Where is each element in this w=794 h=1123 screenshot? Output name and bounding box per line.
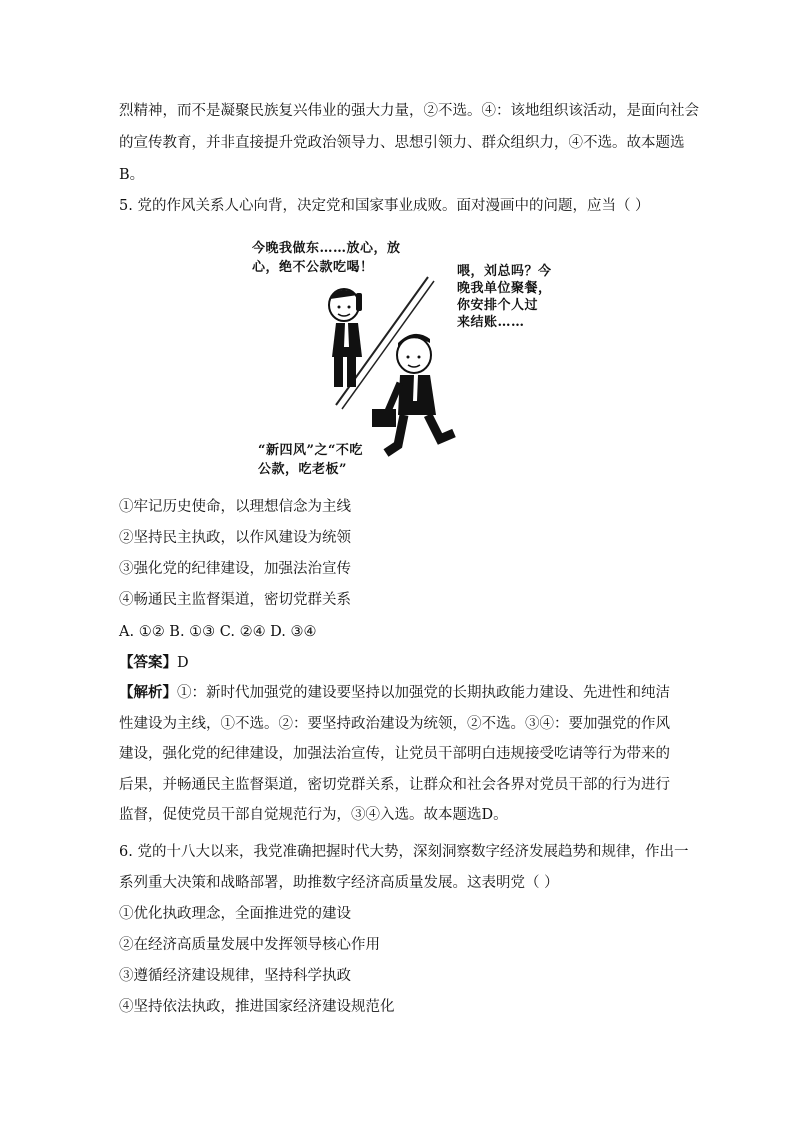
question-5-stem: 5. 党的作风关系人心向背，决定党和国家事业成败。面对漫画中的问题，应当（ ） — [119, 198, 650, 214]
bubble-right-line-2: 晚我单位聚餐， — [457, 281, 552, 296]
bubble-right-line-3: 你安排个人过 — [457, 298, 539, 313]
cartoon-illustration — [248, 227, 560, 489]
caption-line-1: “新四风”之“不吃 — [258, 443, 363, 458]
question-6-stem-line-1: 6. 党的十八大以来，我党准确把握时代大势，深刻洞察数字经济发展趋势和规律，作出一 — [119, 844, 689, 860]
caption-line-2: 公款，吃老板” — [258, 462, 347, 477]
analysis-text: ①：新时代加强党的建设要坚持以加强党的长期执政能力建设、先进性和纯洁性建设为主线，①不选。②：要坚持政治建设为统领，②不选。③④：要加强党的作风建设，强化党的纪律建设，加强法治宣传，让党员干部明白违规接受吃请等行为带来的后果，并畅通民主监督渠道，密切党群关系，让群众和社会各界对党员干部的行为进行监督，促使党员干部自觉规范行为，③④入选。故本题选D。 — [119, 685, 670, 823]
q6-option-4: ④坚持依法执政，推进国家经济建设规范化 — [119, 999, 395, 1015]
bubble-right-line-4: 来结账…… — [457, 315, 525, 330]
analysis-tail-line-1: 烈精神，而不是凝聚民族复兴伟业的强大力量，②不选。④：该地组织该活动，是面向社会 — [119, 103, 699, 119]
q5-option-3: ③强化党的纪律建设，加强法治宣传 — [119, 561, 351, 577]
analysis-tail-line-2: 的宣传教育，并非直接提升党政治领导力、思想引领力、群众组织力，④不选。故本题选 — [119, 135, 685, 151]
question-6-stem-line-2: 系列重大决策和战略部署，助推数字经济高质量发展。这表明党（ ） — [119, 875, 559, 891]
official-figure-left — [329, 289, 362, 387]
q6-option-1: ①优化执政理念，全面推进党的建设 — [119, 906, 351, 922]
q5-answer — [119, 653, 189, 673]
businessman-figure-right — [372, 334, 454, 453]
answer-value: D — [177, 655, 189, 671]
speech-bubble-right — [457, 263, 552, 331]
bubble-left-line-2: 心，绝不公款吃喝！ — [252, 260, 374, 275]
analysis-label: 【解析】 — [119, 684, 177, 701]
q6-option-3: ③遵循经济建设规律，坚持科学执政 — [119, 968, 351, 984]
analysis-tail-line-3: B。 — [119, 167, 145, 183]
q5-choices: A. ①② B. ①③ C. ②④ D. ③④ — [119, 624, 317, 640]
q5-option-4: ④畅通民主监督渠道，密切党群关系 — [119, 592, 351, 608]
answer-label: 【答案】 — [119, 654, 177, 671]
bubble-left-line-1: 今晚我做东……放心，放 — [252, 241, 401, 256]
cartoon-caption — [258, 441, 363, 479]
q5-option-1: ①牢记历史使命，以理想信念为主线 — [119, 499, 351, 515]
q5-analysis — [119, 678, 675, 831]
q6-option-2: ②在经济高质量发展中发挥领导核心作用 — [119, 937, 380, 953]
bubble-right-line-1: 喂，刘总吗？今 — [457, 264, 552, 279]
speech-bubble-left — [252, 239, 401, 277]
q5-option-2: ②坚持民主执政，以作风建设为统领 — [119, 530, 351, 546]
